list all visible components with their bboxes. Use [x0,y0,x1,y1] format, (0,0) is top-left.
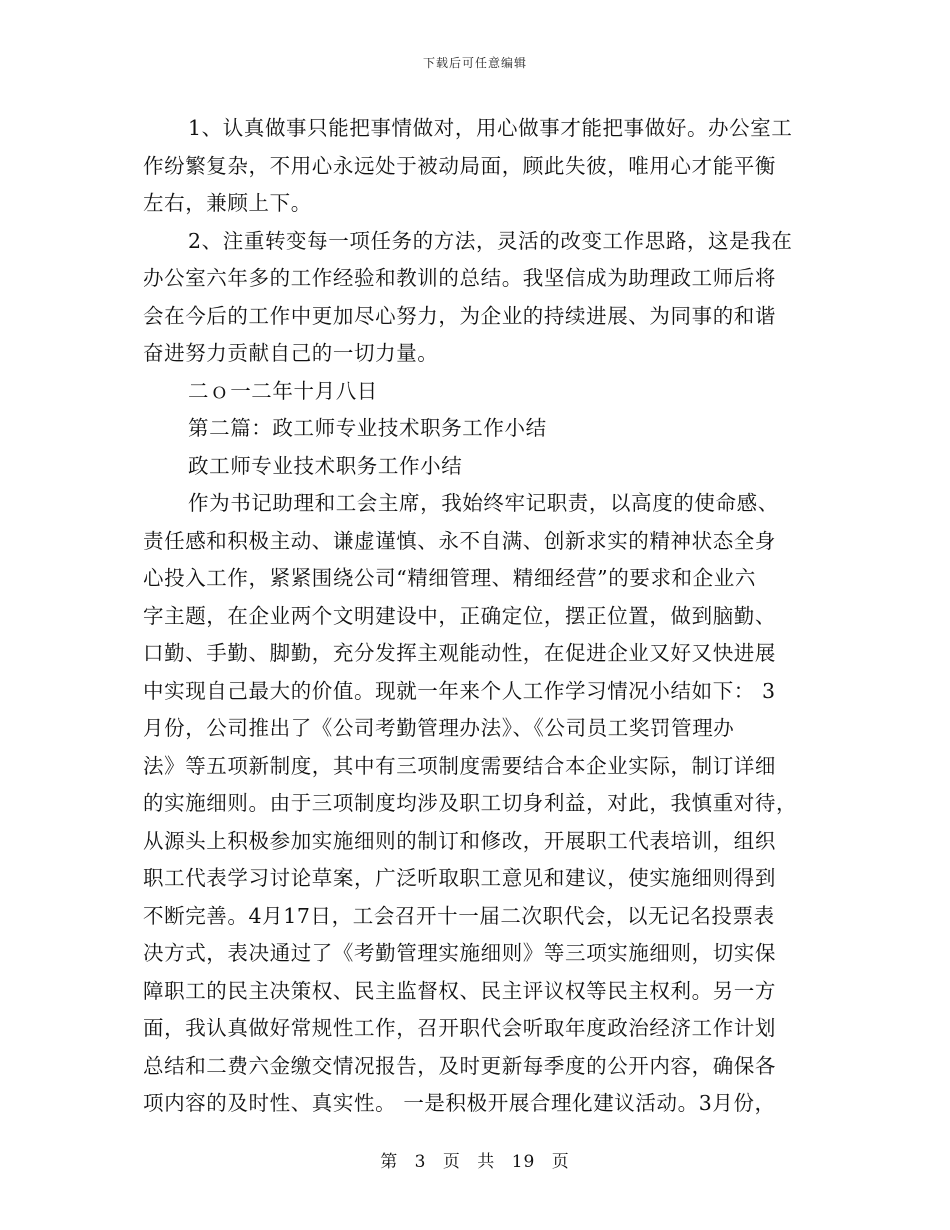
page-header: 下载后可任意编辑 [422,56,527,70]
footer-total-word: 共 [477,1152,496,1172]
footer-page-word: 页 [442,1152,461,1172]
page-footer [0,1147,950,1172]
current-page-number: 3 [414,1152,427,1172]
paragraph-line: 中实现自己最大的价值。现就一年来个人工作学习情况小结如下： 3 [143,678,776,703]
paragraph-line: 障职工的民主决策权、民主监督权、民主评议权等民主权利。另一方 [143,978,776,1003]
paragraph-line: 1、认真做事只能把事情做对，用心做事才能把事做好。办公室工 [188,116,793,140]
section-heading: 第二篇：政工师专业技术职务工作小结 [188,416,547,440]
paragraph-line: 不断完善。4月17日，工会召开十一届二次职代会，以无记名投票表 [143,903,775,928]
footer-suffix: 页 [551,1152,570,1172]
paragraph-line: 会在今后的工作中更加尽心努力，为企业的持续进展、为同事的和谐 [143,303,776,328]
paragraph-line: 责任感和积极主动、谦虚谨慎、永不自满、创新求实的精神状态全身 [143,528,776,553]
paragraph-line: 总结和二费六金缴交情况报告，及时更新每季度的公开内容，确保各 [143,1053,776,1078]
paragraph-line: 2、注重转变每一项任务的方法，灵活的改变工作思路，这是我在 [188,228,793,253]
paragraph-line: 左右，兼顾上下。 [143,191,312,215]
paragraph-line: 口勤、手勤、脚勤，充分发挥主观能动性，在促进企业又好又快进展 [143,641,776,665]
paragraph-line: 法》等五项新制度，其中有三项制度需要结合本企业实际，制订详细 [143,753,776,778]
footer-prefix: 第 [380,1152,399,1172]
date-line: 二ｏ一二年十月八日 [188,378,378,403]
paragraph-line: 面，我认真做好常规性工作，召开职代会听取年度政治经济工作计划 [143,1016,776,1040]
paragraph-line: 奋进努力贡献自己的一切力量。 [143,341,439,365]
paragraph-line: 职工代表学习讨论草案，广泛听取职工意见和建议，使实施细则得到 [143,866,776,890]
paragraph-line: 字主题，在企业两个文明建设中，正确定位，摆正位置，做到脑勤、 [143,603,776,628]
paragraph-line: 作纷繁复杂，不用心永远处于被动局面，顾此失彼，唯用心才能平衡 [143,153,776,178]
paragraph-line: 的实施细则。由于三项制度均涉及职工切身利益，对此，我慎重对待， [143,791,798,815]
paragraph-line: 项内容的及时性、真实性。 一是积极开展合理化建议活动。3月份， [143,1091,776,1115]
section-title: 政工师专业技术职务工作小结 [188,453,463,478]
paragraph-line: 月份，公司推出了《公司考勤管理办法》、《公司员工奖罚管理办 [143,716,735,740]
paragraph-line: 从源头上积极参加实施细则的制订和修改，开展职工代表培训，组织 [143,828,776,853]
paragraph-line: 办公室六年多的工作经验和教训的总结。我坚信成为助理政工师后将 [143,266,776,290]
paragraph-line: 决方式，表决通过了《考勤管理实施细则》等三项实施细则，切实保 [143,941,776,965]
paragraph-line: 心投入工作，紧紧围绕公司“精细管理、精细经营”的要求和企业六 [143,566,756,590]
document-body [143,110,807,1123]
paragraph-line: 作为书记助理和工会主席，我始终牢记职责，以高度的使命感、 [188,491,779,515]
total-pages-number: 19 [511,1152,536,1172]
